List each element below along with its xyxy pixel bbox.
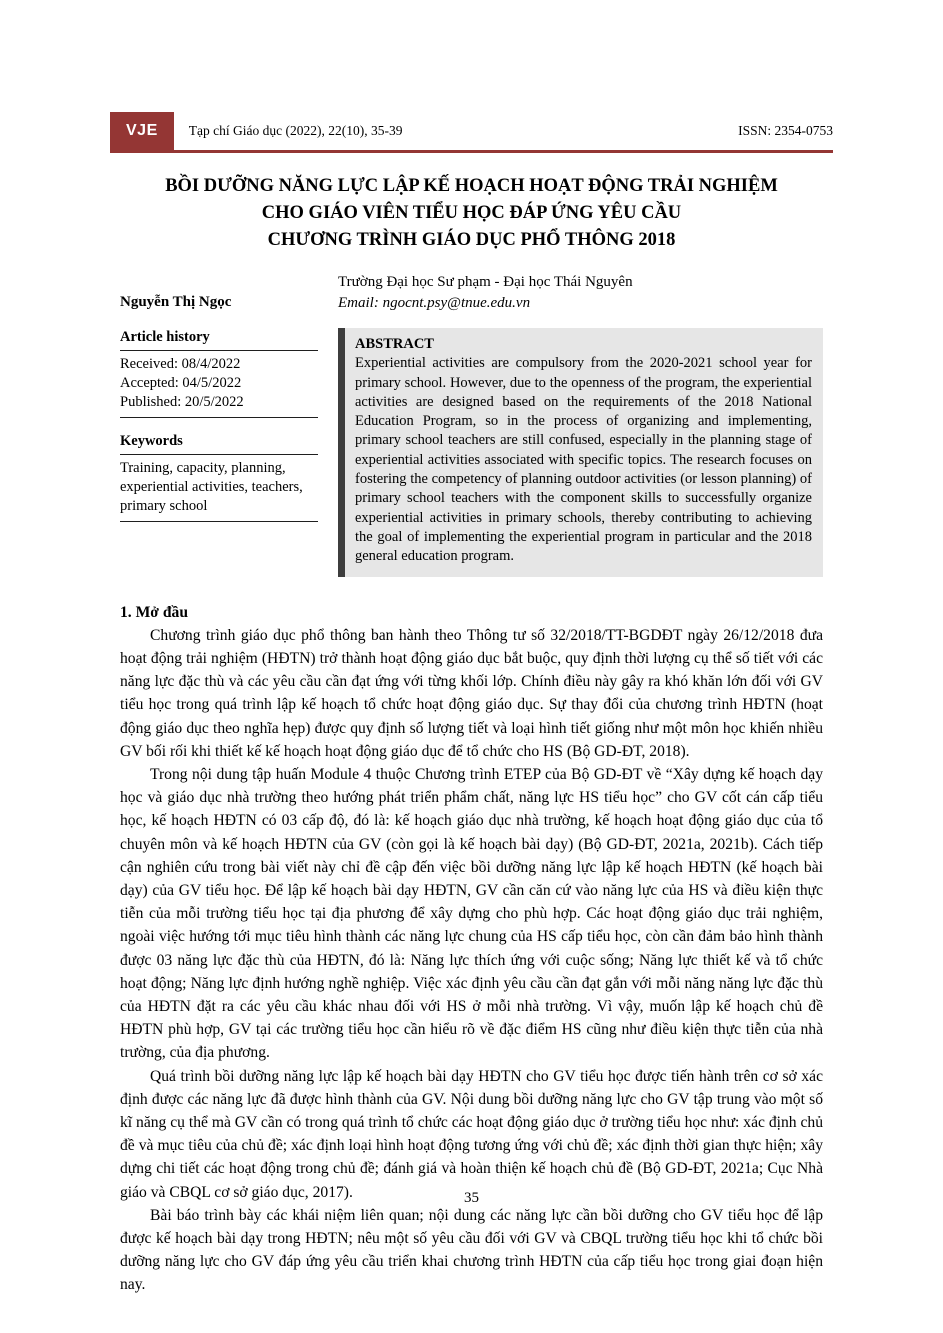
divider xyxy=(120,417,318,418)
title-line-3: CHƯƠNG TRÌNH GIÁO DỤC PHỔ THÔNG 2018 xyxy=(267,230,676,250)
page-number: 35 xyxy=(464,1190,479,1206)
body-paragraph-1: Chương trình giáo dục phổ thông ban hành theo Thông tư số 32/2018/TT-BGDĐT ngày 26/12/2018 đưa hoạt động trải nghiệm (HĐTN) trở thành hoạt động giáo dục bắt buộc, quy định thời lượng cụ thể số tiết với các năng lực đặc thù và các yêu cầu cần đạt ứng với từng khối lớp. Chính điều này gây ra khó khăn lớn đối với GV tiểu học trong quá trình lập kế hoạch tổ chức hoạt động giáo dục. Sự thay đổi của chương trình HĐTN (hoạt động giáo dục theo nghĩa hẹp) được quy định số lượng tiết và loại hình tiết giống như một môn học khiến nhiều GV bối rối khi thiết kế kế hoạch hoạt động giáo dục để tổ chức cho HS (Bộ GD-ĐT, 2018). xyxy=(120,626,823,760)
abstract-box xyxy=(338,328,823,577)
divider xyxy=(120,350,318,351)
keywords-label: Keywords xyxy=(120,433,183,449)
journal-header xyxy=(110,112,833,153)
affiliation-block xyxy=(338,272,633,314)
author-name: Nguyễn Thị Ngọc xyxy=(120,294,232,310)
received-date: Received: 08/4/2022 xyxy=(120,356,241,372)
divider xyxy=(120,454,318,455)
keywords-text: Training, capacity, planning, experiential activities, teachers, primary school xyxy=(120,460,303,514)
divider xyxy=(120,521,318,522)
content-block xyxy=(110,173,833,1297)
section-1-heading: 1. Mở đầu xyxy=(120,603,188,621)
article-title xyxy=(120,173,823,254)
body-paragraph-4: Bài báo trình bày các khái niệm liên quan; nội dung các năng lực cần bồi dưỡng cho GV tiểu học để lập được kế hoạch bài dạy trong HĐTN; nêu một số yêu cầu đối với GV và CBQL trường tiểu học khi tổ chức bồi dưỡng năng lực cho GV đáp ứng yêu cầu triển khai chương trình HĐTN của cấp tiểu học trong giai đoạn hiện nay. xyxy=(120,1206,823,1294)
abstract-text: Experiential activities are compulsory from the 2020-2021 school year for primary school. However, due to the openness of the program, the experiential activities are designed based on the requirements of the 2018 National Education Program, so in the process of organizing and implementing, primary school teachers are still confused, especially in the planning stage of experiential activities associated with specific topics. The research focuses on fostering the competency of planning outdoor activities (or lesson planning) of primary school teachers with the component skills to successfully organize experiential activities in primary schools, thereby contributing to achieving the goal of implementing the experiential program in particular and the 2018 general education program. xyxy=(355,355,812,565)
vje-logo: VJE xyxy=(110,112,174,150)
author-email: Email: ngocnt.psy@tnue.edu.vn xyxy=(338,295,531,311)
abstract-label: ABSTRACT xyxy=(355,336,434,352)
author-affiliation: Trường Đại học Sư phạm - Đại học Thái Nguyên xyxy=(338,274,633,290)
title-line-1: BỒI DƯỠNG NĂNG LỰC LẬP KẾ HOẠCH HOẠT ĐỘNG TRẢI NGHIỆM xyxy=(165,176,778,196)
article-history-label: Article history xyxy=(120,329,210,345)
body-paragraph-2: Trong nội dung tập huấn Module 4 thuộc Chương trình ETEP của Bộ GD-ĐT về “Xây dựng kế hoạch dạy học và giáo dục nhà trường theo hướng phát triển phẩm chất, năng lực HS tiểu học” cho GV cốt cán cấp tiểu học, kế hoạch HĐTN có 03 cấp độ, đó là: kế hoạch giáo dục nhà trường, kế hoạch hoạt động giáo dục của tổ chuyên môn và kế hoạch HĐTN của GV (còn gọi là kế hoạch bài dạy) (Bộ GD-ĐT, 2021a, 2021b). Cách tiếp cận nghiên cứu trong bài viết này chỉ đề cập đến việc bồi dưỡng năng lực lập kế hoạch HĐTN (kế hoạch bài dạy) của GV tiểu học. Để lập kế hoạch bài dạy HĐTN, GV cần căn cứ vào năng lực của HS và điều kiện thực tiễn của mỗi trường tiểu học tại địa phương để xây dựng cho phù hợp. Các hoạt động giáo dục trải nghiệm, ngoài việc hướng tới mục tiêu hình thành các năng lực chung của HS cấp tiểu học, còn cần đảm bảo hình thành được 03 năng lực đặc thù của HĐTN, đó là: Năng lực thích ứng với cuộc sống; Năng lực thiết kế và tổ chức hoạt động; Năng lực định hướng nghề nghiệp. Việc xác định yêu cầu cần đạt gắn với mỗi năng năng lực đặc thù của HĐTN đặt ra các yêu cầu khác nhau đối với HS ở mỗi nhà trường. Vì vậy, muốn lập kế hoạch chủ đề HĐTN phù hợp, GV tại các trường tiểu học cần hiểu rõ về đặc điểm HS cũng như điều kiện thực tiễn của nhà trường, của địa phương. xyxy=(120,765,823,1062)
title-line-2: CHO GIÁO VIÊN TIỂU HỌC ĐÁP ỨNG YÊU CẦU xyxy=(261,203,682,223)
accepted-date: Accepted: 04/5/2022 xyxy=(120,375,242,391)
journal-citation: Tạp chí Giáo dục (2022), 22(10), 35-39 xyxy=(188,123,403,138)
meta-abstract-section xyxy=(120,328,823,577)
author-section xyxy=(120,272,823,314)
page-footer xyxy=(0,1190,943,1207)
published-date: Published: 20/5/2022 xyxy=(120,394,244,410)
body-paragraph-3: Quá trình bồi dưỡng năng lực lập kế hoạch bài dạy HĐTN cho GV tiểu học được tiến hành trên cơ sở xác định được các năng lực đã được hình thành của GV. Nội dung bồi dưỡng năng lực cho GV tập trung vào một số kĩ năng cụ thể mà GV cần có trong quá trình tổ chức các hoạt động giáo dục ở trường tiểu học như: xác định chủ đề và mục tiêu của chủ đề; xác định loại hình hoạt động tương ứng với chủ đề; xác định thời gian thực hiện; xây dựng chi tiết các hoạt động trong chủ đề; đánh giá và hoàn thiện kế hoạch chủ đề (Bộ GD-ĐT, 2021a; Cục Nhà giáo và CBQL cơ sở giáo dục, 2017). xyxy=(120,1067,823,1201)
journal-issn: ISSN: 2354-0753 xyxy=(738,123,833,138)
article-meta xyxy=(120,328,338,526)
